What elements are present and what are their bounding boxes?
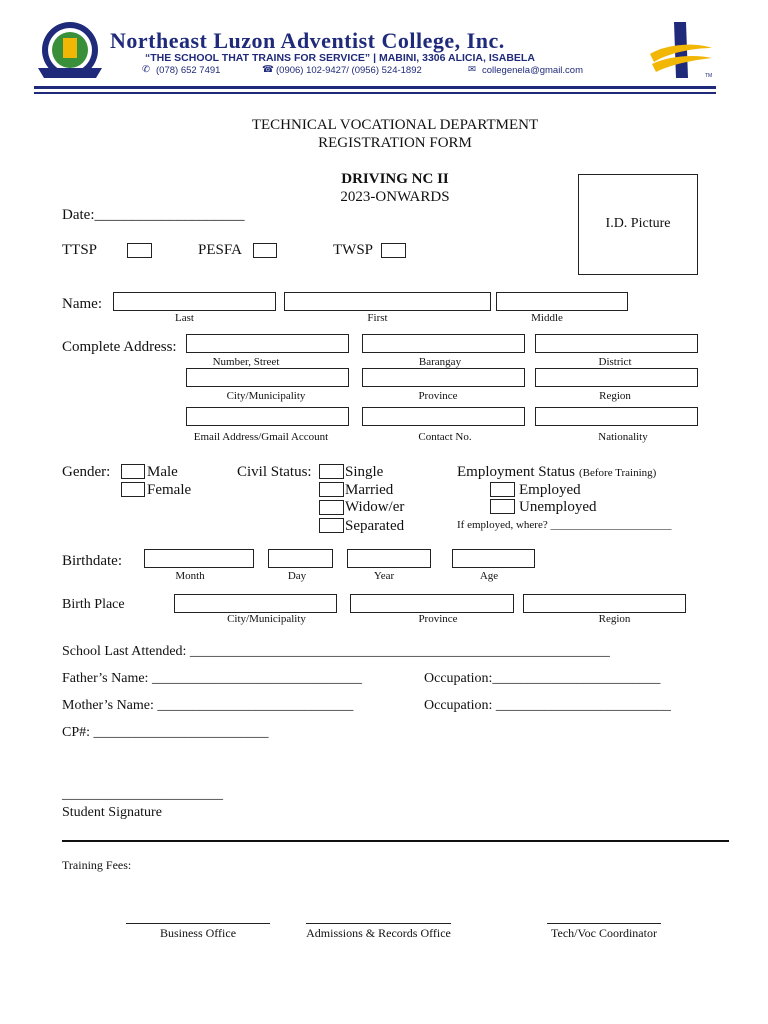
school-last-attended-field[interactable]: School Last Attended: ____________________________________________________________ xyxy=(62,644,610,659)
name-label: Name: xyxy=(62,296,102,312)
mother-name-field[interactable]: Mother’s Name: ____________________________ xyxy=(62,698,354,713)
birth-month-input[interactable] xyxy=(144,549,254,568)
pesfa-checkbox[interactable] xyxy=(253,243,277,258)
birth-province-caption: Province xyxy=(418,613,458,625)
day-caption: Day xyxy=(287,570,307,582)
separated-checkbox[interactable] xyxy=(319,518,344,533)
civil-status-label: Civil Status: xyxy=(237,464,312,480)
birth-city-input[interactable] xyxy=(174,594,337,613)
phone-icon: ✆ xyxy=(142,64,150,75)
header xyxy=(0,0,768,100)
single-label: Single xyxy=(345,464,384,480)
middle-name-input[interactable] xyxy=(496,292,628,311)
twsp-label: TWSP xyxy=(333,242,374,258)
married-checkbox[interactable] xyxy=(319,482,344,497)
district-input[interactable] xyxy=(535,334,698,353)
birthplace-label: Birth Place xyxy=(62,597,125,612)
middle-caption: Middle xyxy=(531,312,563,324)
techvoc-sign-line[interactable] xyxy=(547,923,661,924)
employed-label: Employed xyxy=(519,482,581,498)
ttsp-checkbox[interactable] xyxy=(127,243,152,258)
month-caption: Month xyxy=(175,570,205,582)
city-caption: City/Municipality xyxy=(226,390,306,402)
address-label: Complete Address: xyxy=(62,339,177,355)
unemployed-checkbox[interactable] xyxy=(490,499,515,514)
trademark: TM xyxy=(705,73,713,79)
birth-year-input[interactable] xyxy=(347,549,431,568)
email-icon: ✉ xyxy=(468,64,476,75)
school-tagline: “THE SCHOOL THAT TRAINS FOR SERVICE” | MABINI, 3306 ALICIA, ISABELA xyxy=(145,52,535,64)
male-checkbox[interactable] xyxy=(121,464,145,479)
school-name: Northeast Luzon Adventist College, Inc. xyxy=(110,28,505,53)
business-office-label: Business Office xyxy=(159,926,237,940)
admissions-office-label: Admissions & Records Office xyxy=(306,926,451,940)
id-picture-label: I.D. Picture xyxy=(605,216,671,231)
street-caption: Number, Street xyxy=(212,356,280,368)
header-rule-top xyxy=(34,86,716,89)
city-input[interactable] xyxy=(186,368,349,387)
first-name-input[interactable] xyxy=(284,292,491,311)
widower-checkbox[interactable] xyxy=(319,500,344,515)
email-input[interactable] xyxy=(186,407,349,426)
mobile-icon: ☎ xyxy=(262,64,274,75)
email-address: collegenela@gmail.com xyxy=(482,65,583,76)
header-rule-bottom xyxy=(34,92,716,94)
region-input[interactable] xyxy=(535,368,698,387)
first-caption: First xyxy=(367,312,388,324)
birth-region-caption: Region xyxy=(598,613,631,625)
father-occupation-field[interactable]: Occupation:________________________ xyxy=(424,671,661,686)
mobile-number: (0906) 102-9427/ (0956) 524-1892 xyxy=(276,65,422,76)
gender-label: Gender: xyxy=(62,464,111,480)
contact-caption: Contact No. xyxy=(418,431,472,443)
age-input[interactable] xyxy=(452,549,535,568)
cp-number-field[interactable]: CP#: _________________________ xyxy=(62,725,269,740)
married-label: Married xyxy=(345,482,394,498)
employed-where-field[interactable]: If employed, where? ______________________ xyxy=(457,519,672,531)
nationality-input[interactable] xyxy=(535,407,698,426)
course-title: DRIVING NC II xyxy=(341,171,449,187)
age-caption: Age xyxy=(479,570,499,582)
twsp-checkbox[interactable] xyxy=(381,243,406,258)
barangay-input[interactable] xyxy=(362,334,525,353)
employment-note: (Before Training) xyxy=(579,467,657,479)
email-caption: Email Address/Gmail Account xyxy=(193,431,329,443)
street-input[interactable] xyxy=(186,334,349,353)
date-field[interactable]: Date:____________________ xyxy=(62,207,245,223)
father-name-field[interactable]: Father’s Name: ______________________________ xyxy=(62,671,362,686)
business-office-sign-line[interactable] xyxy=(126,923,270,924)
course-year: 2023-ONWARDS xyxy=(340,189,450,205)
birth-city-caption: City/Municipality xyxy=(227,613,306,625)
last-caption: Last xyxy=(175,312,194,324)
pesfa-label: PESFA xyxy=(198,242,242,258)
barangay-caption: Barangay xyxy=(418,356,462,368)
training-fees-label: Training Fees: xyxy=(62,858,132,872)
employment-label: Employment Status xyxy=(457,464,575,480)
last-name-input[interactable] xyxy=(113,292,276,311)
department-title: TECHNICAL VOCATIONAL DEPARTMENT xyxy=(251,117,539,133)
separated-label: Separated xyxy=(345,518,405,534)
school-seal-logo xyxy=(34,20,106,86)
nationality-caption: Nationality xyxy=(598,431,648,443)
region-caption: Region xyxy=(599,390,631,402)
signature-line[interactable]: _______________________ xyxy=(62,787,223,802)
widower-label: Widow/er xyxy=(345,499,405,515)
single-checkbox[interactable] xyxy=(319,464,344,479)
birth-day-input[interactable] xyxy=(268,549,333,568)
male-label: Male xyxy=(147,464,178,480)
province-caption: Province xyxy=(418,390,458,402)
mother-occupation-field[interactable]: Occupation: _________________________ xyxy=(424,698,671,713)
employed-checkbox[interactable] xyxy=(490,482,515,497)
birth-province-input[interactable] xyxy=(350,594,514,613)
ttsp-label: TTSP xyxy=(62,242,98,258)
student-signature-label: Student Signature xyxy=(62,805,162,820)
female-label: Female xyxy=(147,482,192,498)
birthdate-label: Birthdate: xyxy=(62,553,122,569)
admissions-sign-line[interactable] xyxy=(306,923,451,924)
phone-number: (078) 652 7491 xyxy=(156,65,221,76)
birth-region-input[interactable] xyxy=(523,594,686,613)
province-input[interactable] xyxy=(362,368,525,387)
contact-input[interactable] xyxy=(362,407,525,426)
unemployed-label: Unemployed xyxy=(519,499,597,515)
year-caption: Year xyxy=(373,570,395,582)
district-caption: District xyxy=(598,356,632,368)
section-divider xyxy=(62,840,729,842)
female-checkbox[interactable] xyxy=(121,482,145,497)
form-title: REGISTRATION FORM xyxy=(318,135,472,151)
techvoc-coordinator-label: Tech/Voc Coordinator xyxy=(551,926,657,940)
